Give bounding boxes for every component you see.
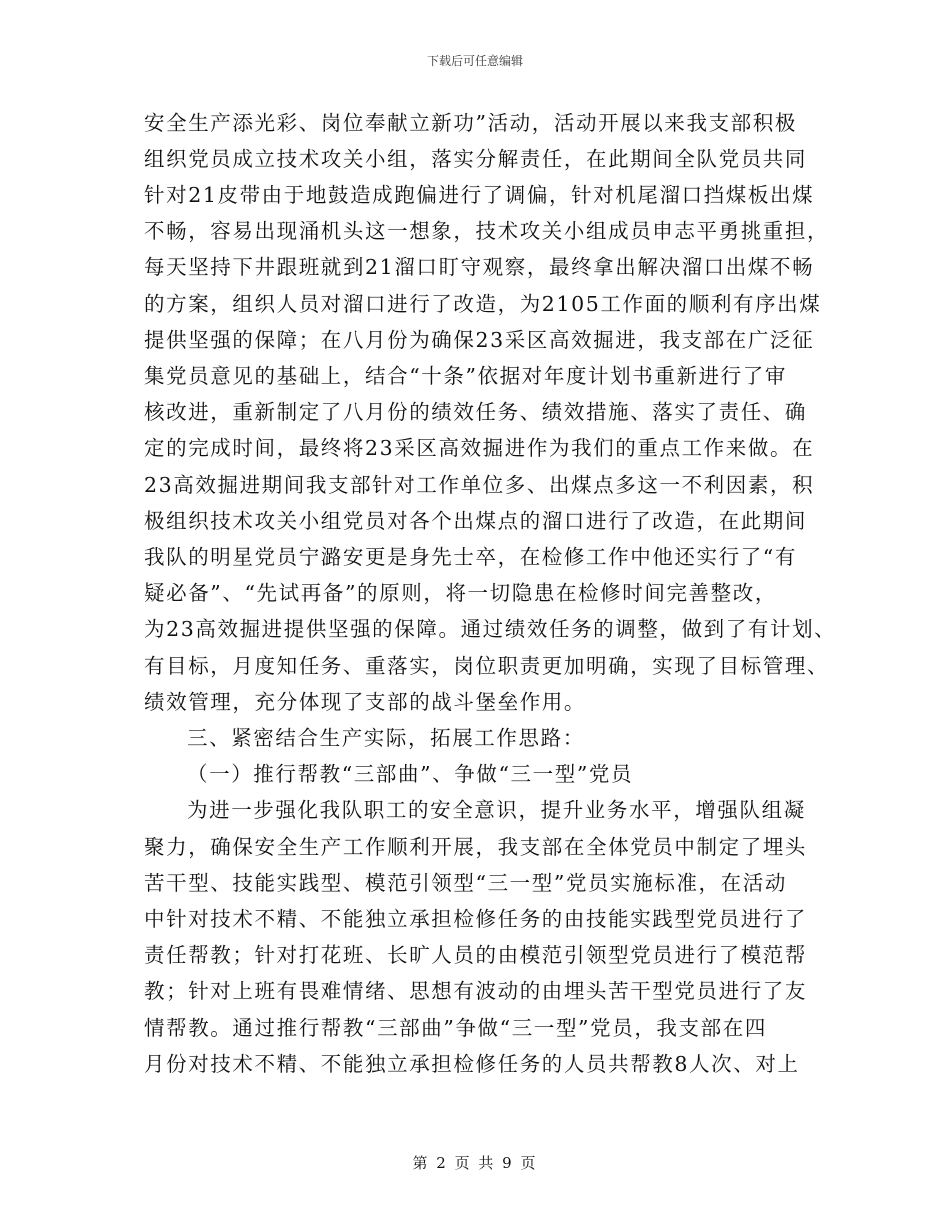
- text-line: 我队的明星党员宁潞安更是身先士卒，在检修工作中他还实行了“有: [144, 545, 797, 569]
- subsection-heading: （一）推行帮教“三部曲”、争做“三一型”党员: [187, 762, 634, 786]
- text-line: 不畅，容易出现涌机头这一想象，技术攻关小组成员申志平勇挑重担，: [144, 219, 830, 243]
- text-line: 组织党员成立技术攻关小组，落实分解责任，在此期间全队党员共同: [144, 147, 807, 171]
- text-line: 为23高效掘进提供坚强的保障。通过绩效任务的调整，做到了有计划、: [144, 617, 837, 641]
- text-line: 极组织技术攻关小组党员对各个出煤点的溜口进行了改造，在此期间: [144, 509, 807, 533]
- text-line: 苦干型、技能实践型、模范引领型“三一型”党员实施标准，在活动: [144, 871, 787, 895]
- text-line: 责任帮教；针对打花班、长旷人员的由模范引领型党员进行了模范帮: [144, 943, 807, 967]
- text-line: 提供坚强的保障；在八月份为确保23采区高效掘进，我支部在广泛征: [144, 328, 815, 352]
- text-line: 每天坚持下井跟班就到21溜口盯守观察，最终拿出解决溜口出煤不畅: [144, 255, 815, 279]
- text-line: 聚力，确保安全生产工作顺利开展，我支部在全体党员中制定了埋头: [144, 835, 807, 859]
- text-line: 为进一步强化我队职工的安全意识，提升业务水平，增强队组凝: [187, 798, 806, 822]
- text-line: 绩效管理，充分体现了支部的战斗堡垒作用。: [144, 690, 586, 714]
- text-line: 安全生产添光彩、岗位奉献立新功”活动，活动开展以来我支部积极: [144, 111, 797, 135]
- text-line: 核改进，重新制定了八月份的绩效任务、绩效措施、落实了责任、确: [144, 400, 807, 424]
- text-line: 的方案，组织人员对溜口进行了改造，为2105工作面的顺利有序出煤: [144, 292, 822, 316]
- text-line: 针对21皮带由于地鼓造成跑偏进行了调偏，针对机尾溜口挡煤板出煤: [144, 183, 815, 207]
- page-number-footer: 第 2 页 共 9 页: [412, 1154, 538, 1172]
- header-note: 下载后可任意编辑: [426, 54, 523, 68]
- text-line: 教；针对上班有畏难情绪、思想有波动的由埋头苦干型党员进行了友: [144, 979, 807, 1003]
- text-line: 中针对技术不精、不能独立承担检修任务的由技能实践型党员进行了: [144, 907, 807, 931]
- text-line: 定的完成时间，最终将23采区高效掘进作为我们的重点工作来做。在: [144, 436, 815, 460]
- text-line: 疑必备”、“先试再备”的原则，将一切隐患在检修时间完善整改，: [144, 581, 777, 605]
- section-heading: 三、紧密结合生产实际，拓展工作思路：: [187, 726, 585, 750]
- text-line: 有目标，月度知任务、重落实，岗位职责更加明确，实现了目标管理、: [144, 654, 830, 678]
- text-line: 23高效掘进期间我支部针对工作单位多、出煤点多这一不利因素，积: [144, 473, 815, 497]
- text-line: 月份对技术不精、不能独立承担检修任务的人员共帮教8人次、对上: [144, 1052, 800, 1076]
- text-line: 情帮教。通过推行帮教“三部曲”争做“三一型”党员，我支部在四: [144, 1016, 767, 1040]
- text-line: 集党员意见的基础上，结合“十条”依据对年度计划书重新进行了审: [144, 364, 787, 388]
